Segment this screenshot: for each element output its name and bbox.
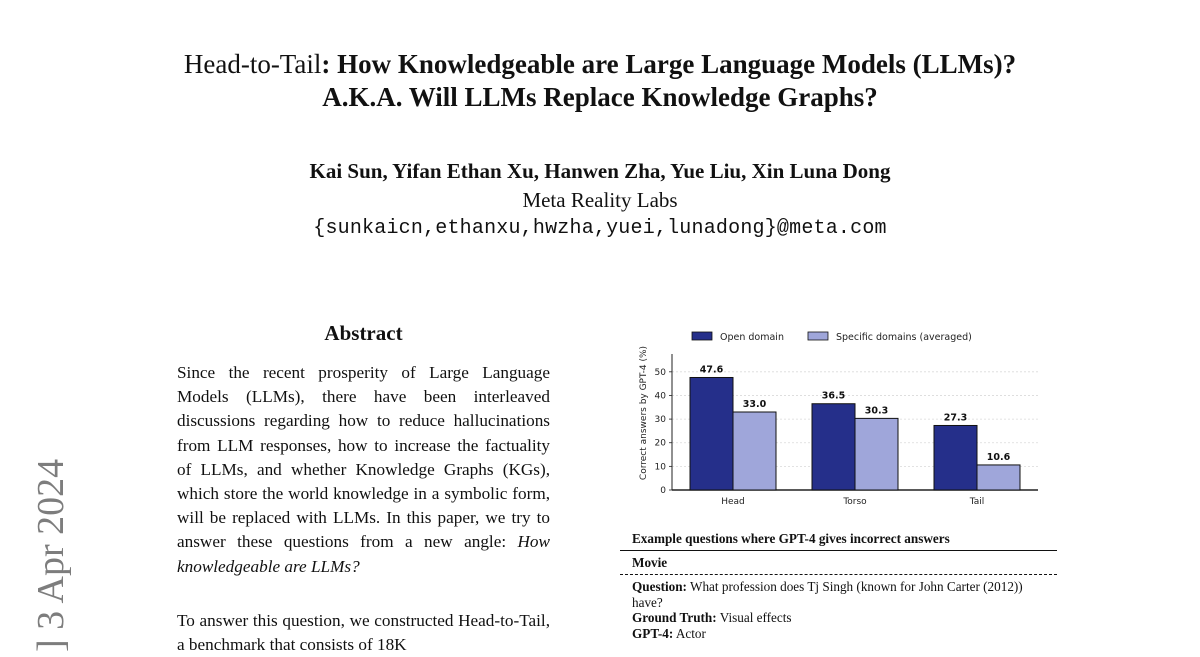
y-tick-label: 50 [654, 367, 666, 378]
gpt4-answer-text: Actor [675, 625, 706, 641]
examples-heading: Example questions where GPT-4 gives incorrect answers [620, 530, 1057, 551]
abstract-paragraph-2: To answer this question, we constructed Head-to-Tail, a benchmark that consists of 18K [177, 611, 550, 655]
title-line2: A.K.A. Will LLMs Replace Knowledge Graphs? [322, 82, 878, 112]
legend-swatch [692, 332, 712, 340]
ground-truth-text: Visual effects [719, 610, 792, 625]
gpt4-answer-line [632, 626, 1045, 642]
data-label: 36.5 [821, 390, 846, 402]
data-label: 10.6 [986, 451, 1011, 463]
bar-tail-specific [977, 465, 1020, 490]
legend-swatch [808, 332, 828, 340]
data-label: 33.0 [742, 399, 767, 410]
x-tick-label: Head [721, 497, 745, 507]
bar-torso-specific [855, 418, 898, 490]
gpt4-label: GPT-4: [632, 625, 674, 641]
author-list: Kai Sun, Yifan Ethan Xu, Hanwen Zha, Yue Liu, Xin Luna Dong [309, 159, 891, 183]
examples-domain: Movie [620, 551, 1057, 576]
ground-truth-line [632, 610, 1045, 626]
affiliation: Meta Reality Labs [522, 188, 678, 212]
y-tick-label: 40 [654, 391, 666, 402]
y-axis-label: Correct answers by GPT-4 (%) [639, 345, 649, 481]
question-label: Question: [632, 579, 687, 594]
bar-head-open [690, 377, 733, 490]
example-question-item [620, 575, 1057, 641]
data-label: 47.6 [699, 364, 724, 376]
legend-label: Open domain [720, 332, 784, 343]
title-head: Head-to-Tail [183, 49, 322, 79]
data-label: 30.3 [864, 405, 889, 417]
arxiv-sidebar-stamp: ] 3 Apr 2024 [30, 458, 72, 652]
abstract-p1-text: Since the recent prosperity of Large Language Models (LLMs), there have been interleaved discussions regarding how to reduce hallucinations from LLM responses, how to increase the factuality of LLMs, and whether Knowledge Graphs (KGs), which store the world knowledge in a symbolic form, will be replaced with LLMs. In this paper, we try to answer these questions from a new angle: [177, 363, 550, 552]
y-tick-label: 20 [654, 438, 666, 449]
bar-tail-open [934, 425, 977, 490]
x-tick-label: Torso [843, 497, 867, 507]
y-tick-label: 0 [660, 486, 666, 496]
author-emails: {sunkaicn,ethanxu,hwzha,yuei,lunadong}@meta.com [313, 217, 887, 240]
example-question-line [632, 579, 1045, 610]
example-questions-box [620, 530, 1057, 641]
y-tick-label: 10 [654, 462, 666, 473]
abstract-p1-italic: How knowledgeable are LLMs? [177, 532, 550, 576]
bar-chart [620, 322, 1060, 522]
bar-torso-open [812, 404, 855, 490]
title-rest: : How Knowledgeable are Large Language Models (LLMs)? [321, 49, 1017, 79]
question-text: What profession does Tj Singh (known for John Carter (2012)) have? [632, 579, 1023, 610]
bar-head-specific [733, 412, 776, 490]
x-tick-label: Tail [969, 497, 985, 507]
abstract-heading: Abstract [324, 321, 403, 345]
ground-truth-label: Ground Truth: [632, 610, 717, 625]
legend-label: Specific domains (averaged) [835, 332, 972, 343]
paper-title [0, 48, 1200, 114]
abstract-paragraph-1 [177, 361, 550, 579]
y-tick-label: 30 [654, 415, 666, 426]
data-label: 27.3 [943, 412, 968, 424]
